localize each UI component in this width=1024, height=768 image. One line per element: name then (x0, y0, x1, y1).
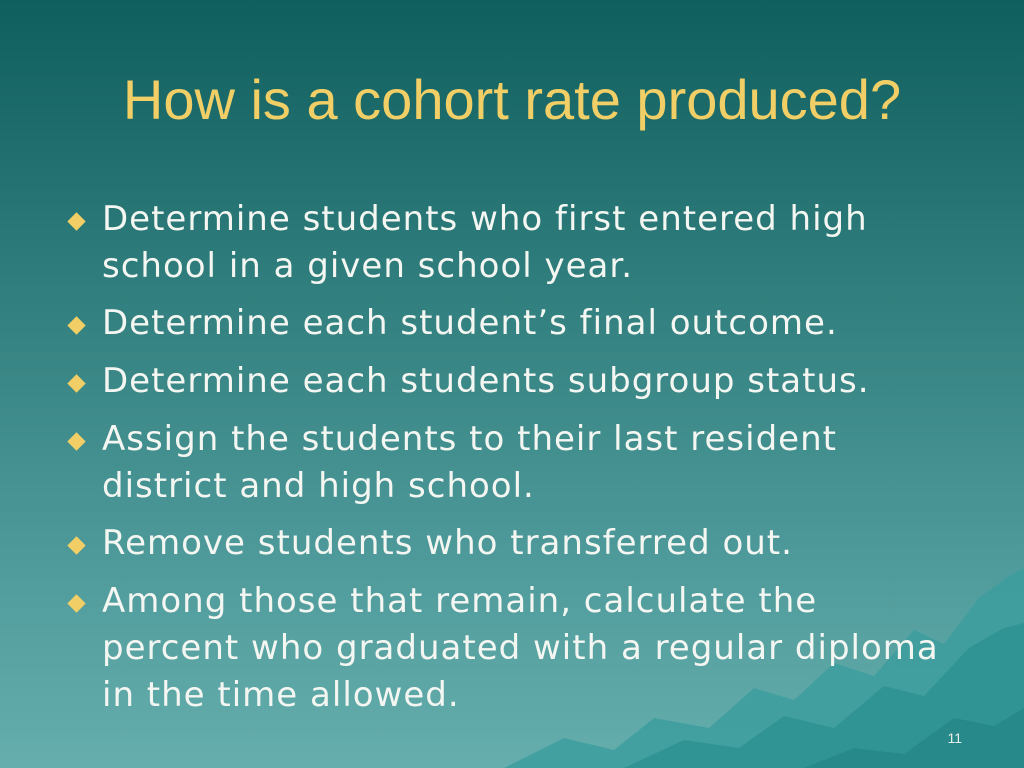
diamond-icon (62, 578, 102, 626)
bullet-text: Determine each students subgroup status. (102, 361, 870, 401)
bullet-text: Assign the students to their last resident district and high school. (102, 419, 837, 506)
diamond-icon (62, 416, 102, 464)
bullet-text: Determine each student’s final outcome. (102, 303, 838, 343)
diamond-icon (62, 358, 102, 406)
list-item (62, 520, 962, 568)
bullet-list (62, 196, 962, 729)
list-item (62, 300, 962, 348)
bullet-text: Among those that remain, calculate the percent who graduated with a regular diploma in the time allowed. (102, 581, 939, 715)
list-item (62, 196, 962, 290)
diamond-icon (62, 196, 102, 244)
bullet-text: Remove students who transferred out. (102, 523, 793, 563)
slide-title: How is a cohort rate produced? (122, 68, 902, 131)
diamond-icon (62, 520, 102, 568)
bullet-text: Determine students who first entered high school in a given school year. (102, 199, 868, 286)
list-item (62, 578, 962, 719)
list-item (62, 358, 962, 406)
page-number: 11 (947, 730, 962, 746)
list-item (62, 416, 962, 510)
diamond-icon (62, 300, 102, 348)
